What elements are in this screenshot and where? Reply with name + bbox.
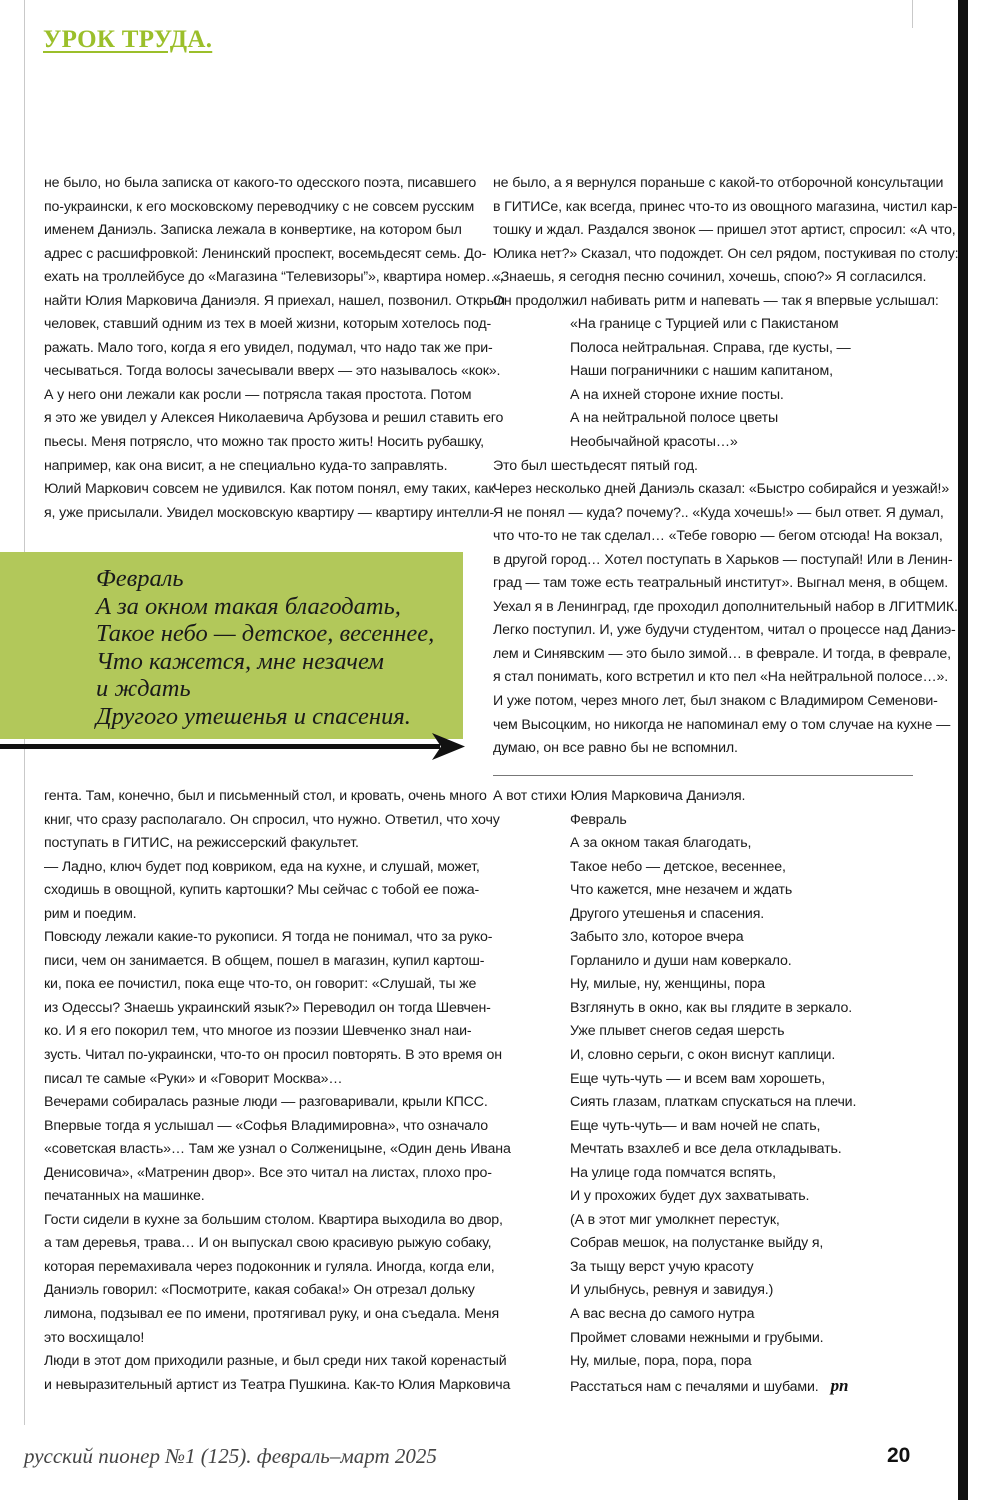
page-frame-top-rule	[912, 0, 913, 28]
poem-line: Горланило и души нам коверкало.	[570, 952, 792, 969]
section-title: УРОК ТРУДА.	[43, 26, 213, 53]
text-line: Денисовича», «Матренин двор». Все это читал на листах, плохо про-	[44, 1164, 492, 1181]
text-line: Это был шестьдесят пятый год.	[493, 457, 698, 474]
text-line: что что-то не так сделал… «Тебе говорю — бегом отсюда! На вокзал,	[493, 528, 943, 545]
page-number: 20	[887, 1444, 911, 1467]
text-line: И уже потом, через много лет, был знаком с Владимиром Семенови-	[493, 693, 938, 710]
text-line: Необычайной красоты…»	[570, 434, 738, 451]
poem-line: (А в этот миг умолкнет перестук,	[570, 1211, 780, 1228]
text-line: я стал понимать, кого встретил и кто пел «На нейтральной полосе…».	[493, 669, 949, 686]
arrow-right-icon	[0, 733, 466, 761]
text-line: Наши пограничники с нашим капитаном,	[570, 363, 833, 380]
pullquote-line: Такое небо — детское, весеннее,	[96, 620, 435, 647]
text-line: Впервые тогда я услышал — «Софья Владимировна», что означало	[44, 1117, 488, 1134]
text-line: Гости сидели в кухне за большим столом. Квартира выходила во двор,	[44, 1211, 503, 1228]
text-line: «советская власть»… Там же узнал о Солженицыне, «Один день Ивана	[44, 1141, 511, 1158]
poem-line: Такое небо — детское, весеннее,	[570, 858, 786, 875]
text-line: это восхищало!	[44, 1329, 145, 1346]
text-line: — Ладно, ключ будет под ковриком, еда на кухне, и слушай, может,	[44, 858, 480, 875]
poem-line: За тыщу верст учую красоту	[570, 1258, 754, 1275]
pullquote-line: Другого утешенья и спасения.	[96, 702, 411, 730]
text-line: Юлика нет?» Сказал, что подождет. Он сел рядом, постукивая по столу:	[493, 245, 959, 262]
poem-line: Собрав мешок, на полустанке выйду я,	[570, 1235, 824, 1252]
text-line: я, уже присылали. Увидел московскую квартиру — квартиру интелли-	[44, 504, 495, 521]
pullquote-line: Что кажется, мне незачем	[96, 647, 384, 675]
text-line: Он продолжил набивать ритм и напевать — так я впервые услышал:	[493, 292, 939, 309]
text-line: лимона, подзывал ее по имени, протягивал руку, и она съедала. Меня	[44, 1306, 499, 1323]
text-line: Легко поступил. И, уже будучи студентом, читал о процессе над Даниэ-	[493, 622, 956, 639]
poem-line: И, словно серьги, с окон виснут каплици.	[570, 1047, 836, 1064]
text-line: найти Юлия Марковича Даниэля. Я приехал, нашел, позвонил. Открыл	[44, 292, 505, 309]
text-line: не было, а я вернулся пораньше с какой-то отборочной консультации	[493, 175, 944, 191]
article-column-right-top	[493, 172, 958, 761]
poem-line: Ну, милые, пора, пора, пора	[570, 1353, 752, 1370]
magazine-footer: русский пионер №1 (125). февраль–март 2025	[24, 1444, 437, 1468]
text-line: рим и поедим.	[44, 905, 137, 922]
text-line: чем Высоцким, но никогда не напоминал ему о том случае на кухне —	[493, 716, 951, 733]
text-line: думаю, он все равно бы не вспомнил.	[493, 740, 738, 757]
text-line: град — там тоже есть театральный институт». Выгнал меня, в общем.	[493, 575, 949, 592]
text-line: в другой город… Хотел поступать в Харьков — поступай! Или в Ленин-	[493, 551, 953, 568]
text-line: которая перемахивала через подоконник и гуляла. Иногда, когда ели,	[44, 1258, 495, 1275]
text-line: ки, пока ее почистил, пока еще что-то, он говорит: «Слушай, ты же	[44, 976, 477, 993]
poem-line: Ну, милые, ну, женщины, пора	[570, 976, 766, 993]
text-line: сходишь в овощной, купить картошки? Мы сейчас с тобой ее пожа-	[44, 882, 480, 899]
column-divider	[493, 775, 913, 776]
text-line: лем и Синявским — это было зимой… в феврале. И тогда, в феврале,	[493, 645, 951, 662]
text-line: в ГИТИСе, как всегда, принес что-то из овощного магазина, чистил кар-	[493, 198, 958, 215]
text-line: Полоса нейтральная. Справа, где кусты, —	[570, 339, 851, 356]
poem-line: Еще чуть-чуть — и всем вам хорошеть,	[570, 1070, 826, 1087]
poem-line: Мечтать взахлеб и все дела откладывать.	[570, 1141, 842, 1158]
text-line: пьесы. Меня потрясло, что можно так просто жить! Носить рубашку,	[44, 434, 484, 451]
text-line: человек, ставший одним из тех в моей жизни, которым хотелось под-	[44, 316, 492, 333]
text-line: Уехал я в Ленинград, где проходил дополнительный набор в ЛГИТМИК.	[493, 598, 958, 615]
poem-line: Еще чуть-чуть— и вам ночей не спать,	[570, 1117, 821, 1134]
text-line: именем Даниэль. Записка лежала в конвертике, на котором был	[44, 222, 462, 239]
poem-line: А вас весна до самого нутра	[570, 1306, 755, 1323]
text-line: а там деревья, трава… И он выпускал свою красивую рыжую собаку,	[44, 1235, 492, 1252]
article-column-left-top	[44, 172, 505, 525]
text-line: Даниэль говорил: «Посмотрите, какая собака!» Он отрезал дольку	[44, 1282, 475, 1299]
end-logo-icon: рп	[830, 1375, 849, 1395]
text-line: А у него они лежали как росли — потрясла такая простота. Потом	[44, 386, 472, 403]
poem-line: И улыбнусь, ревнуя и завидуя.)	[570, 1282, 774, 1299]
text-line: Через несколько дней Даниэль сказал: «Быстро собирайся и уезжай!»	[493, 481, 950, 498]
poem-line: Забыто зло, которое вчера	[570, 929, 744, 946]
pullquote	[96, 565, 434, 730]
poem-line: Что кажется, мне незачем и ждать	[570, 882, 793, 899]
text-line: по-украински, к его московскому переводчику с не совсем русским	[44, 198, 475, 215]
poem-line: Другого утешенья и спасения.	[570, 905, 765, 922]
poem-section	[493, 785, 856, 1399]
poem-line: А за окном такая благодать,	[570, 835, 752, 852]
text-line: А на ихней стороне ихние посты.	[570, 386, 784, 403]
text-line: «На границе с Турцией или с Пакистаном	[570, 316, 839, 333]
text-line: Я не понял — куда? почему?.. «Куда хочешь!» — был ответ. Я думал,	[493, 504, 944, 521]
poem-line: Проймет словами нежными и грубыми.	[570, 1329, 824, 1346]
text-line: ко. И я его покорил тем, что многое из поэзии Шевченко знал наи-	[44, 1023, 472, 1040]
poem-line: Взглянуть в окно, как вы глядите в зеркало.	[570, 999, 853, 1016]
text-line: ехать на троллейбусе до «Магазина “Телевизоры”», квартира номер…,	[44, 269, 504, 286]
text-line: поступать в ГИТИС, на режиссерский факультет.	[44, 835, 359, 852]
text-line: не было, но была записка от какого-то одесского поэта, писавшего	[44, 175, 477, 191]
text-line: Вечерами собиралась разные люди — разговаривали, крыли КПСС.	[44, 1094, 488, 1111]
text-line: я это же увидел у Алексея Николаевича Арбузова и решил ставить его	[44, 410, 504, 427]
text-line: тошку и ждал. Раздался звонок — пришел этот артист, спросил: «А что,	[493, 222, 956, 239]
text-line: ражать. Мало того, когда я его увидел, подумал, что надо так же при-	[44, 339, 493, 356]
text-line: «Знаешь, я сегодня песню сочинил, хочешь, спою?» Я согласился.	[493, 269, 927, 286]
text-line: например, как она висит, а не специально куда-то заправлять.	[44, 457, 448, 474]
text-line: печатанных на машинке.	[44, 1188, 205, 1205]
text-line: А на нейтральной полосе цветы	[570, 410, 779, 427]
poem-line: Сиять глазам, платкам спускаться на плечи.	[570, 1094, 857, 1111]
article-column-left-bottom	[44, 785, 511, 1397]
poem-line: Февраль	[570, 811, 627, 828]
poem	[493, 809, 856, 1400]
text-line: зусть. Читал по-украински, что-то он просил повторять. В это время он	[44, 1047, 502, 1064]
text-line: Повсюду лежали какие-то рукописи. Я тогда не понимал, что за руко-	[44, 929, 493, 946]
text-line: и невыразительный артист из Театра Пушкина. Как-то Юлия Марковича	[44, 1376, 511, 1393]
text-line: гента. Там, конечно, был и письменный стол, и кровать, очень много	[44, 788, 487, 804]
poem-line: И у прохожих будет дух захватывать.	[570, 1188, 810, 1205]
poem-line: Уже плывет снегов седая шерсть	[570, 1023, 785, 1040]
poem-intro: А вот стихи Юлия Марковича Даниэля.	[493, 788, 746, 804]
pullquote-line: Февраль	[96, 565, 184, 592]
text-line: чесываться. Тогда волосы зачесывали вверх — это называлось «кок».	[44, 363, 501, 380]
text-line: книг, что сразу располагало. Он спросил, что нужно. Ответил, что хочу	[44, 811, 500, 828]
poem-line: Расстаться нам с печалями и шубами. рп	[570, 1375, 849, 1395]
pullquote-line: и ждать	[96, 675, 191, 702]
text-line: адрес с расшифровкой: Ленинский проспект, восемьдесят семь. До-	[44, 245, 487, 262]
text-line: писал те самые «Руки» и «Говорит Москва»…	[44, 1070, 343, 1087]
text-line: Юлий Маркович совсем не удивился. Как потом понял, ему таких, как	[44, 481, 495, 498]
text-line: из Одессы? Знаешь украинский язык?» Переводил он тогда Шевчен-	[44, 999, 491, 1016]
pullquote-line: А за окном такая благодать,	[96, 592, 401, 620]
text-line: писи, чем он занимается. В общем, пошел в магазин, купил картош-	[44, 952, 485, 969]
text-line: Люди в этот дом приходили разные, и был среди них такой коренастый	[44, 1353, 507, 1370]
poem-line: На улице года помчатся вспять,	[570, 1164, 776, 1181]
page-edge-bar	[958, 0, 968, 1500]
